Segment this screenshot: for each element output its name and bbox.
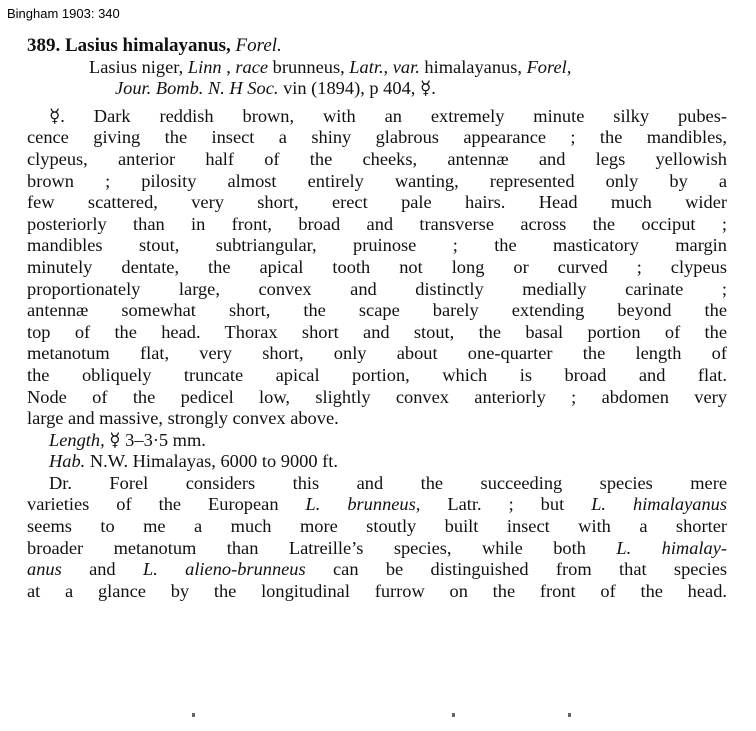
- species-reference: anus: [27, 559, 62, 580]
- remark-line: [27, 516, 727, 538]
- synonym-text: ,: [383, 56, 393, 77]
- remark-line: [27, 494, 727, 516]
- description-line: proportionately large, convex and distinctly medially carinate ;: [27, 278, 727, 299]
- remark-text: can be distinguished from that species: [305, 559, 728, 580]
- species-entry: [27, 35, 727, 602]
- habitat-label: Hab.: [49, 451, 86, 472]
- species-name: Lasius himalayanus,: [65, 35, 231, 56]
- description-line: ☿. Dark reddish brown, with an extremely minute silky pubes-: [49, 105, 727, 126]
- page-reference-label: Bingham 1903: 340: [7, 6, 120, 21]
- synonym-line-1: [27, 57, 727, 79]
- species-reference: L. himalay-: [616, 537, 728, 558]
- synonym-text: ,: [221, 56, 236, 77]
- synonym-author: Latr.: [349, 56, 384, 77]
- remark-line: [27, 538, 727, 560]
- species-reference: L. himalayanus: [591, 494, 727, 515]
- species-reference: L. brunneus,: [305, 494, 421, 515]
- species-reference: L. alieno-brunneus: [142, 559, 306, 580]
- description-line: metanotum flat, very short, only about one-quarter the length of: [27, 343, 727, 364]
- synonym-text: Lasius niger,: [89, 56, 188, 77]
- journal-citation: Jour. Bomb. N. H Soc.: [115, 78, 279, 99]
- habitat-value: N.W. Himalayas, 6000 to 9000 ft.: [89, 451, 338, 472]
- entry-number: 389.: [27, 35, 61, 56]
- length-label: Length,: [49, 429, 105, 450]
- journal-volume: vin (1894), p 404, ☿.: [278, 78, 436, 99]
- remark-text: at a glance by the longitudinal furrow on the front of the head.: [27, 580, 727, 601]
- length-line: [27, 430, 727, 452]
- description-line: brown ; pilosity almost entirely wanting, represented only by a: [27, 170, 727, 191]
- entry-heading: [27, 35, 727, 57]
- remark-text: broader metanotum than Latreille’s species, while both: [27, 537, 617, 558]
- remarks-block: [27, 473, 727, 603]
- remark-line: [27, 559, 727, 581]
- synonym-author: Linn: [187, 56, 222, 77]
- remark-line: [27, 473, 727, 495]
- remark-text: seems to me a much more stoutly built insect with a shorter: [27, 516, 727, 537]
- synonym-rank: var.: [392, 56, 420, 77]
- synonym-text: brunneus,: [268, 56, 350, 77]
- remark-text: and: [61, 559, 143, 580]
- print-speck: [452, 713, 455, 717]
- print-speck: [568, 713, 571, 717]
- remark-text: Dr. Forel considers this and the succeeding species mere: [49, 472, 727, 493]
- description-line: antennæ somewhat short, the scape barely extending beyond the: [27, 300, 727, 321]
- remark-text: varieties of the European: [27, 494, 306, 515]
- description-line: clypeus, anterior half of the cheeks, antennæ and legs yellowish: [27, 148, 727, 169]
- length-value: ☿ 3–3·5 mm.: [109, 429, 206, 450]
- description-block: [27, 106, 727, 430]
- description-line: large and massive, strongly convex above.: [27, 408, 339, 429]
- print-speck: [192, 713, 195, 717]
- description-line: Node of the pedicel low, slightly convex anteriorly ; abdomen very: [27, 386, 727, 407]
- synonym-rank: race: [235, 56, 269, 77]
- description-line: mandibles stout, subtriangular, pruinose ; the masticatory margin: [27, 235, 727, 256]
- species-author: Forel.: [235, 35, 282, 56]
- description-line: cence giving the insect a shiny glabrous appearance ; the mandibles,: [27, 127, 727, 148]
- synonym-author: Forel,: [526, 56, 572, 77]
- description-line: the obliquely truncate apical portion, which is broad and flat.: [27, 364, 727, 385]
- description-line: top of the head. Thorax short and stout, the basal portion of the: [27, 321, 727, 342]
- habitat-line: [27, 451, 727, 473]
- remark-line: [27, 581, 727, 603]
- description-line: minutely dentate, the apical tooth not long or curved ; clypeus: [27, 256, 727, 277]
- remark-text: Latr. ; but: [420, 494, 592, 515]
- synonym-text: himalayanus,: [419, 56, 527, 77]
- description-line: few scattered, very short, erect pale hairs. Head much wider: [27, 192, 727, 213]
- description-line: posteriorly than in front, broad and transverse across the occiput ;: [27, 213, 727, 234]
- synonym-line-2: [27, 78, 727, 100]
